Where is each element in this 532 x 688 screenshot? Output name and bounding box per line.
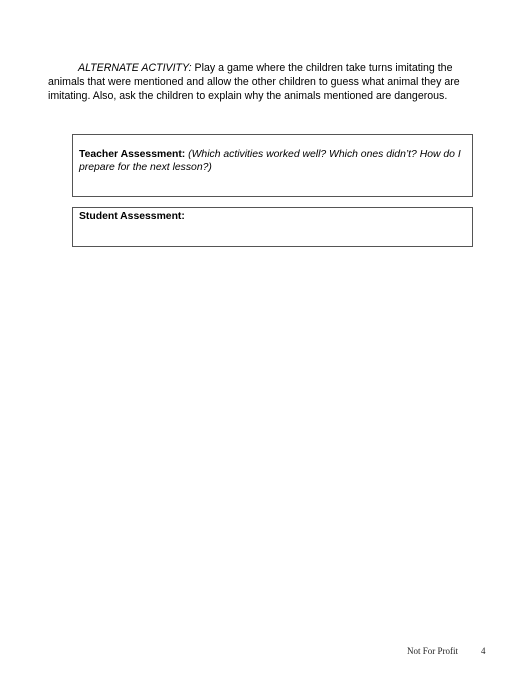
footer-page-number: 4 (481, 646, 486, 656)
student-assessment-box (72, 207, 473, 247)
teacher-assessment-prompt: (Which activities worked well? Which ones didn’t? How do I prepare for the next lesson?) (79, 149, 461, 173)
alternate-activity-text: Play a game where the children take turns imitating the animals that were mentioned and allow the other children to guess what animal they are imitating. Also, ask the children to explain why the animals mentioned are dangerous. (48, 62, 460, 102)
teacher-assessment-box (72, 134, 473, 197)
teacher-assessment-heading: Teacher Assessment: (79, 149, 186, 160)
alternate-activity-paragraph (48, 62, 478, 103)
alternate-activity-lead: ALTERNATE ACTIVITY: (78, 62, 192, 74)
footer-label: Not For Profit (407, 646, 459, 656)
student-assessment-heading: Student Assessment: (79, 211, 185, 222)
